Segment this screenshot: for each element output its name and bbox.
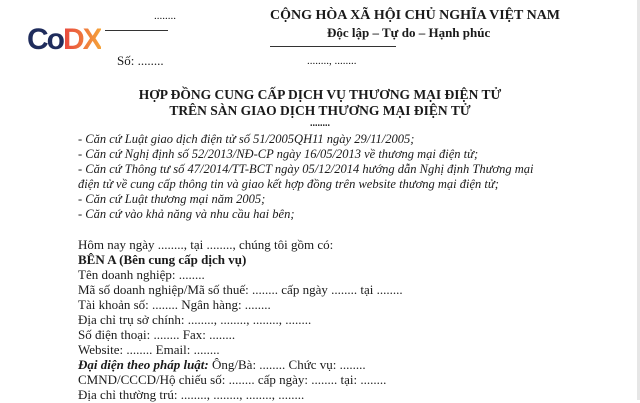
logo-text-dx: DX — [63, 23, 101, 56]
representative-value: Ông/Bà: ........ Chức vụ: ........ — [208, 357, 366, 372]
field-line: Mã số doanh nghiệp/Mã số thuế: ........ cấp ngày ........ tại ........ — [78, 282, 403, 297]
codx-logo — [27, 22, 101, 58]
citation: - Căn cứ vào khả năng và nhu cầu hai bên; — [78, 207, 295, 221]
agency-dots: ........ — [154, 10, 176, 22]
citation: điện tử về cung cấp thông tin và giao kết hợp đồng trên website thương mại điện tử; — [78, 177, 499, 191]
intro-line: Hôm nay ngày ........, tại ........, chúng tôi gồm có: — [78, 237, 334, 252]
contract-title-line1: HỢP ĐỒNG CUNG CẤP DỊCH VỤ THƯƠNG MẠI ĐIỆN TỬ — [138, 87, 502, 102]
title-dots: ........ — [310, 118, 330, 129]
field-line: Số điện thoại: ........ Fax: ........ — [78, 327, 236, 342]
agency-underline — [105, 30, 168, 31]
document-number: Số: ........ — [117, 53, 164, 68]
field-line: Tên doanh nghiệp: ........ — [78, 267, 205, 282]
representative-line — [78, 357, 366, 373]
field-line: Tài khoản số: ........ Ngân hàng: ........ — [78, 297, 271, 312]
motto: Độc lập – Tự do – Hạnh phúc — [327, 25, 491, 40]
citation: - Căn cứ Thông tư số 47/2014/TT-BCT ngày 05/12/2014 hướng dẫn Nghị định Thương mại — [78, 162, 534, 176]
contract-title-line2: TRÊN SÀN GIAO DỊCH THƯƠNG MẠI ĐIỆN TỬ — [169, 103, 471, 118]
citation: - Căn cứ Luật thương mại năm 2005; — [78, 192, 266, 206]
citation: - Căn cứ Nghị định số 52/2013/NĐ-CP ngày 16/05/2013 về thương mại điện tử; — [78, 147, 479, 161]
republic-heading: CỘNG HÒA XÃ HỘI CHỦ NGHĨA VIỆT NAM — [270, 8, 561, 23]
citation: - Căn cứ Luật giao dịch điện tử số 51/2005QH11 ngày 29/11/2005; — [78, 132, 415, 146]
id-line: CMND/CCCD/Hộ chiếu số: ........ cấp ngày: ........ tại: ........ — [78, 372, 387, 387]
party-a-heading: BÊN A (Bên cung cấp dịch vụ) — [78, 252, 247, 267]
field-line: Website: ........ Email: ........ — [78, 342, 220, 357]
motto-underline — [270, 46, 396, 47]
representative-label: Đại diện theo pháp luật: — [78, 357, 209, 372]
logo-text-co: Co — [27, 23, 63, 56]
address-line: Địa chỉ thường trú: ........, ........, ........, ........ — [78, 387, 305, 402]
field-line: Địa chỉ trụ sở chính: ........, ........, ........, ........ — [78, 312, 312, 327]
place-date: ........, ........ — [307, 55, 357, 67]
